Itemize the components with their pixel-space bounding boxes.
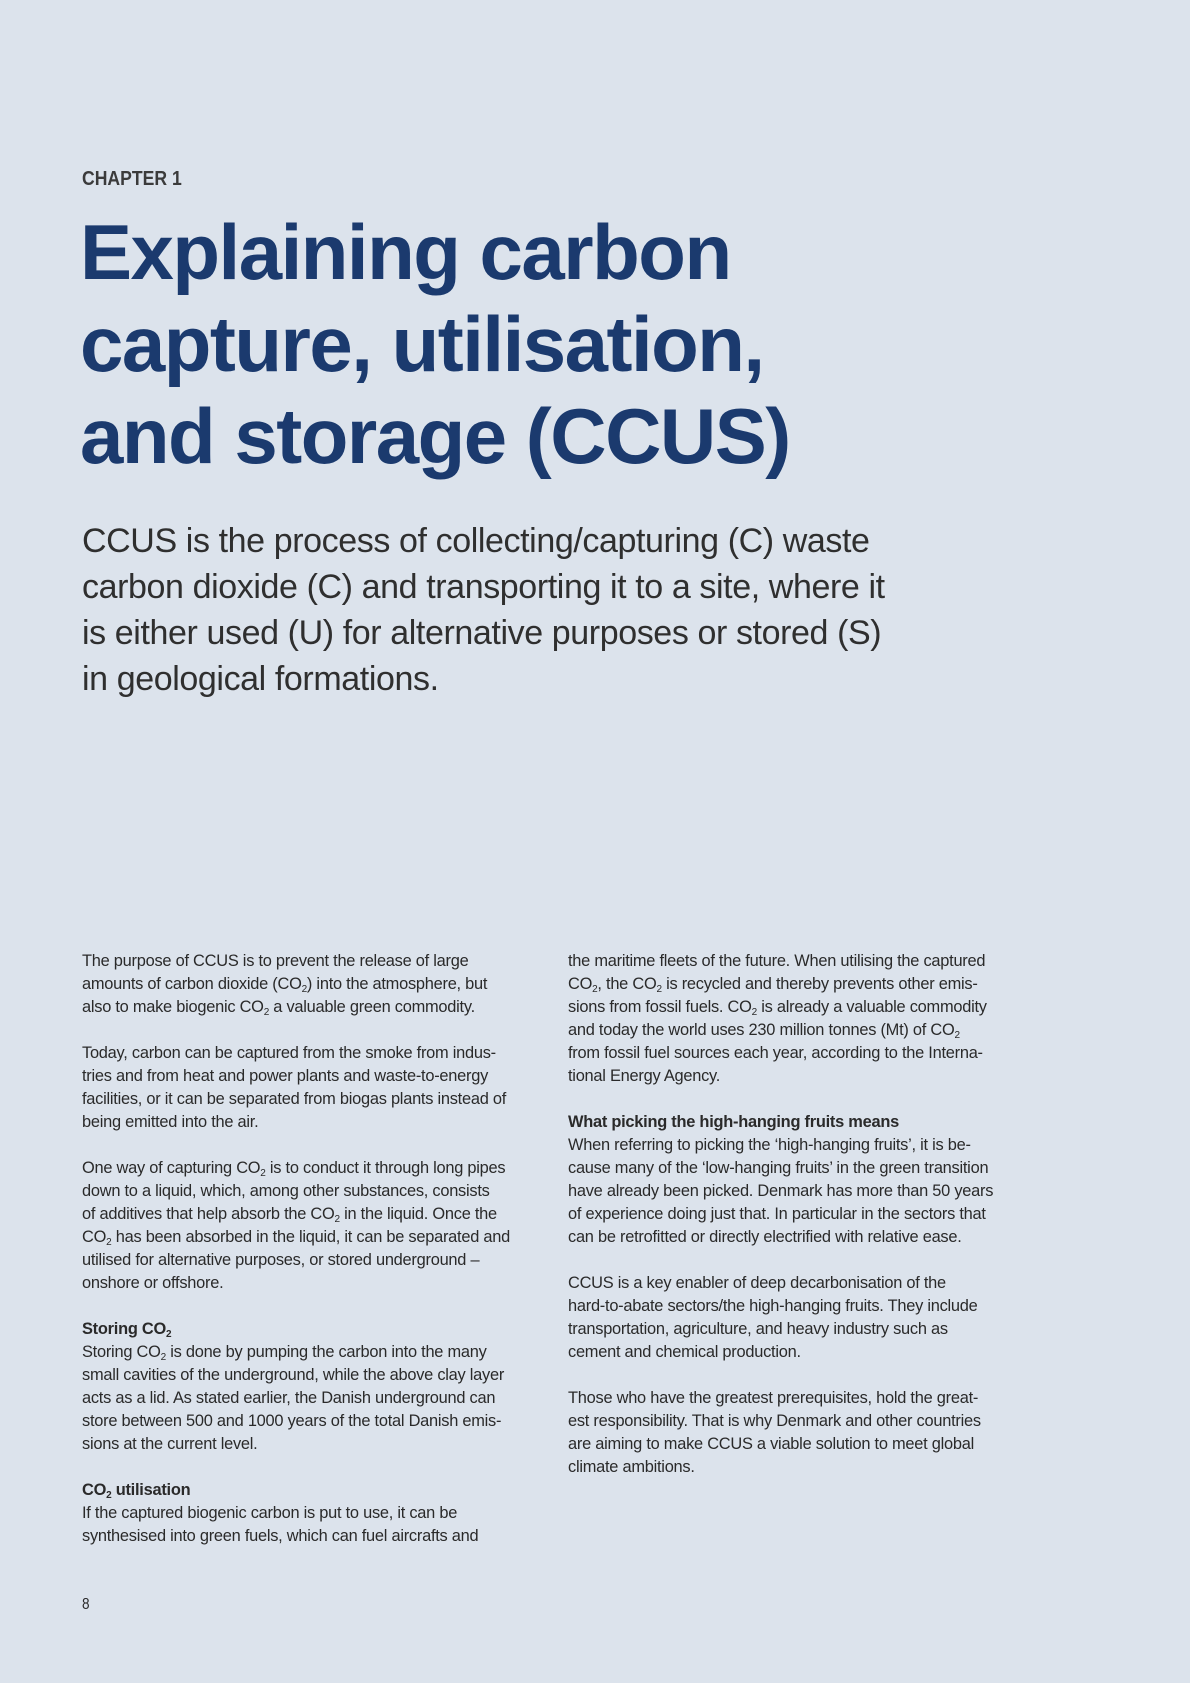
utilisation-continued-paragraph	[568, 950, 1038, 1088]
text-line: cement and chemical production.	[568, 1343, 801, 1361]
text-line: climate ambitions.	[568, 1458, 695, 1476]
text-line: tries and from heat and power plants and waste-to-energy	[82, 1067, 489, 1085]
text-line: down to a liquid, which, among other substances, consists	[82, 1182, 490, 1200]
text-line: Today, carbon can be captured from the smoke from indus-	[82, 1044, 496, 1062]
text-line: transportation, agriculture, and heavy industry such as	[568, 1320, 948, 1338]
utilisation-heading: $CO_2$ utilisation	[82, 1481, 191, 1501]
text-line: $CO_2$ has been absorbed in the liquid, it can be separated and	[82, 1228, 510, 1248]
text-line: hard-to-abate sectors/the high-hanging fruits. They include	[568, 1297, 978, 1315]
text-line: also to make biogenic $CO_2$ a valuable green commodity.	[82, 998, 475, 1018]
title-line: Explaining carbon	[80, 208, 731, 296]
text-line: and today the world uses 230 million tonnes (Mt) of $CO_2$	[568, 1021, 960, 1041]
page-title	[80, 206, 960, 482]
text-line: being emitted into the air.	[82, 1113, 259, 1131]
text-line: When referring to picking the ‘high-hanging fruits’, it is be-	[568, 1136, 971, 1154]
chapter-label: CHAPTER 1	[82, 168, 182, 190]
text-line: est responsibility. That is why Denmark and other countries	[568, 1412, 981, 1430]
text-line: sions from fossil fuels. $CO_2$ is already a valuable commodity	[568, 998, 987, 1018]
text-line: onshore or offshore.	[82, 1274, 224, 1292]
text-line: If the captured biogenic carbon is put to use, it can be	[82, 1504, 458, 1522]
title-line: and storage (CCUS)	[80, 392, 790, 480]
text-line: facilities, or it can be separated from biogas plants instead of	[82, 1090, 507, 1108]
intro-line: is either used (U) for alternative purposes or stored (S)	[82, 614, 882, 652]
text-line: can be retrofitted or directly electrified with relative ease.	[568, 1228, 962, 1246]
text-line: amounts of carbon dioxide $(CO_2)$ into the atmosphere, but	[82, 975, 488, 995]
responsibility-paragraph	[568, 1387, 1038, 1479]
enabler-paragraph	[568, 1272, 1038, 1364]
text-line: of additives that help absorb the $CO_2$ in the liquid. Once the	[82, 1205, 497, 1225]
page-number: 8	[82, 1596, 90, 1613]
text-line: tional Energy Agency.	[568, 1067, 721, 1085]
intro-line: in geological formations.	[82, 660, 439, 698]
text-line: synthesised into green fuels, which can fuel aircrafts and	[82, 1527, 479, 1545]
utilisation-paragraph	[82, 1502, 552, 1548]
text-line: CCUS is a key enabler of deep decarbonisation of the	[568, 1274, 946, 1292]
text-line: One way of capturing $CO_2$ is to conduct it through long pipes	[82, 1159, 506, 1179]
method-paragraph	[82, 1157, 552, 1295]
title-line: capture, utilisation,	[80, 300, 764, 388]
text-line: $CO_2$, the $CO_2$ is recycled and thereby prevents other emis-	[568, 975, 978, 995]
text-line: Storing $CO_2$ is done by pumping the carbon into the many	[82, 1343, 487, 1363]
text-line: are aiming to make CCUS a viable solution to meet global	[568, 1435, 974, 1453]
text-line: have already been picked. Denmark has more than 50 years	[568, 1182, 994, 1200]
text-line: the maritime fleets of the future. When utilising the captured	[568, 952, 986, 970]
text-line: small cavities of the underground, while the above clay layer	[82, 1366, 505, 1384]
storing-heading: Storing $CO_2$	[82, 1320, 172, 1340]
fruits-heading: What picking the high-hanging fruits means	[568, 1113, 899, 1131]
text-line: cause many of the ‘low-hanging fruits’ in the green transition	[568, 1159, 989, 1177]
text-line: acts as a lid. As stated earlier, the Danish underground can	[82, 1389, 496, 1407]
intro-line: CCUS is the process of collecting/capturing (C) waste	[82, 522, 870, 560]
right-column	[568, 950, 1038, 1502]
purpose-paragraph	[82, 950, 552, 1019]
text-line: sions at the current level.	[82, 1435, 258, 1453]
intro-line: carbon dioxide (C) and transporting it to a site, where it	[82, 568, 885, 606]
text-line: from fossil fuel sources each year, according to the Interna-	[568, 1044, 983, 1062]
capture-paragraph	[82, 1042, 552, 1134]
text-line: of experience doing just that. In particular in the sectors that	[568, 1205, 986, 1223]
left-column	[82, 950, 552, 1571]
text-line: Those who have the greatest prerequisites, hold the great-	[568, 1389, 979, 1407]
text-line: The purpose of CCUS is to prevent the release of large	[82, 952, 469, 970]
fruits-paragraph	[568, 1134, 1038, 1249]
storing-paragraph	[82, 1341, 552, 1456]
text-line: store between 500 and 1000 years of the total Danish emis-	[82, 1412, 502, 1430]
intro-paragraph	[82, 518, 942, 702]
text-line: utilised for alternative purposes, or stored underground –	[82, 1251, 480, 1269]
